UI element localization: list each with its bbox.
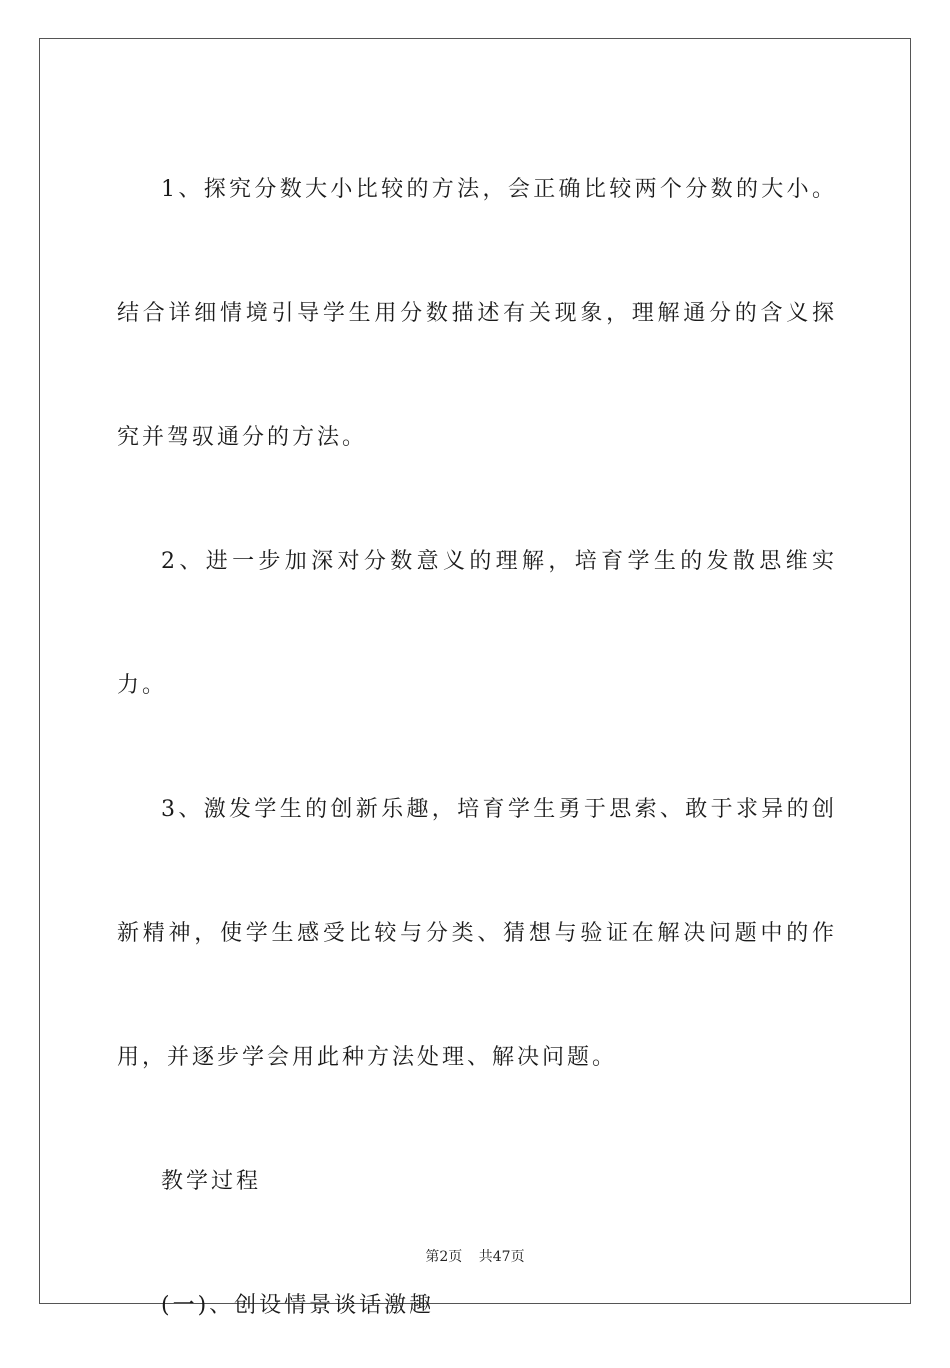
page-footer xyxy=(0,1246,950,1266)
subsection-heading-1: (一)、创设情景谈话激趣 xyxy=(161,1293,435,1318)
paragraph-objective-2: 2、进一步加深对分数意义的理解，培育学生的发散思维实力。 xyxy=(117,549,837,698)
section-heading-teaching-process: 教学过程 xyxy=(161,1169,262,1194)
paragraph-objective-3: 3、激发学生的创新乐趣，培育学生勇于思索、敢于求异的创新精神，使学生感受比较与分类、猜想与验证在解决问题中的作用，并逐步学会用此种方法处理、解决问题。 xyxy=(117,797,837,1070)
document-body xyxy=(117,128,837,1368)
page-number: 第2页 xyxy=(425,1249,463,1265)
page-total: 共47页 xyxy=(478,1249,525,1265)
paragraph-objective-1: 1、探究分数大小比较的方法，会正确比较两个分数的大小。结合详细情境引导学生用分数描述有关现象，理解通分的含义探究并驾驭通分的方法。 xyxy=(117,177,837,450)
